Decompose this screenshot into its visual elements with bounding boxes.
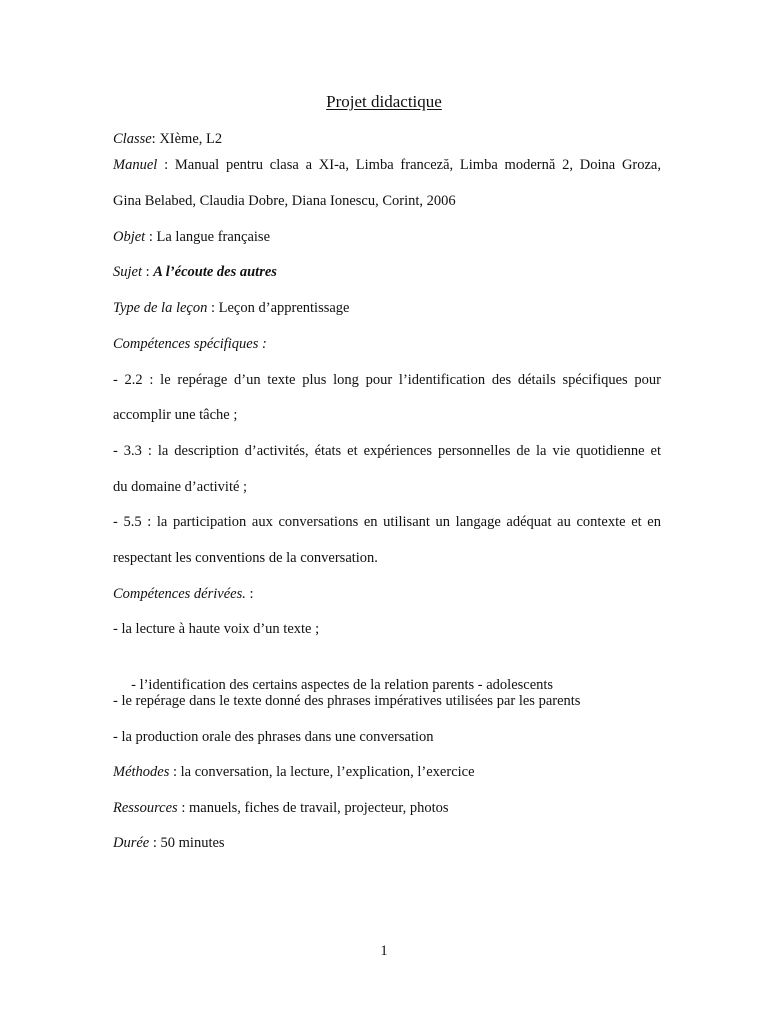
competence-5-5-line-2 xyxy=(113,548,661,568)
competence-text: du domaine d’activité ; xyxy=(113,479,248,495)
competences-specifiques-heading xyxy=(113,334,661,354)
derived-competence-item xyxy=(113,727,661,747)
classe-label: Classe xyxy=(113,131,152,147)
manuel-line-1 xyxy=(113,155,661,175)
page-number: 1 xyxy=(380,943,388,959)
competences-specifiques-label: Compétences spécifiques : xyxy=(113,336,267,352)
methodes-line xyxy=(113,762,661,782)
classe-line xyxy=(113,129,661,149)
objet-label: Objet xyxy=(113,229,146,245)
competence-text: respectant les conventions de la conversation. xyxy=(113,550,378,566)
title-text: Projet didactique xyxy=(326,92,442,111)
derived-competence-text: - le repérage dans le texte donné des phrases impératives utilisées par les parents xyxy=(113,693,581,709)
classe-value: : XIème, L2 xyxy=(151,131,223,147)
type-lecon-value: : Leçon d’apprentissage xyxy=(207,300,350,316)
type-lecon-label: Type de la leçon xyxy=(113,300,208,316)
duree-label: Durée xyxy=(113,835,150,851)
competence-2-2-line-1 xyxy=(113,370,661,390)
competence-3-3-line-1 xyxy=(113,441,661,461)
derived-competence-text: - la production orale des phrases dans une conversation xyxy=(113,729,434,745)
ressources-value: : manuels, fiches de travail, projecteur, photos xyxy=(177,800,449,816)
competence-text: - 3.3 : la description d’activités, états et expériences personnelles de la vie quotidienne et xyxy=(113,443,661,459)
competence-3-3-line-2 xyxy=(113,477,661,497)
derived-competence-text: - l’identification des certains aspectes de la relation parents - adolescents xyxy=(127,677,554,693)
sujet-value: A l’écoute des autres xyxy=(153,264,277,280)
competence-2-2-line-2 xyxy=(113,405,661,425)
objet-line xyxy=(113,227,661,247)
manuel-value-line1: : Manual pentru clasa a XI-a, Limba franceză, Limba modernă 2, Doina Groza, xyxy=(157,157,661,173)
ressources-line xyxy=(113,798,661,818)
derived-competence-item xyxy=(113,691,661,711)
duree-line xyxy=(113,833,661,853)
type-lecon-line xyxy=(113,298,661,318)
sujet-line xyxy=(113,262,661,282)
competence-5-5-line-1 xyxy=(113,512,661,532)
sujet-label: Sujet xyxy=(113,264,142,280)
derived-competence-item xyxy=(113,619,661,639)
duree-value: : 50 minutes xyxy=(149,835,225,851)
manuel-value-line2: Gina Belabed, Claudia Dobre, Diana Ionescu, Corint, 2006 xyxy=(113,193,456,209)
competence-text: - 2.2 : le repérage d’un texte plus long pour l’identification des détails spécifiques pour xyxy=(113,372,661,388)
competence-text: - 5.5 : la participation aux conversations en utilisant un langage adéquat au contexte et en xyxy=(113,514,661,530)
competences-derivees-label: Compétences dérivées. xyxy=(113,586,246,602)
competence-text: accomplir une tâche ; xyxy=(113,407,238,423)
derived-competence-text: - la lecture à haute voix d’un texte ; xyxy=(113,621,320,637)
document-title xyxy=(0,91,768,113)
manuel-line-2 xyxy=(113,191,661,211)
methodes-label: Méthodes xyxy=(113,764,170,780)
competences-derivees-suffix: : xyxy=(245,586,254,602)
ressources-label: Ressources xyxy=(113,800,178,816)
competences-derivees-heading xyxy=(113,584,661,604)
objet-value: : La langue française xyxy=(145,229,271,245)
methodes-value: : la conversation, la lecture, l’explication, l’exercice xyxy=(169,764,475,780)
manuel-label: Manuel xyxy=(113,157,158,173)
sujet-separator: : xyxy=(142,264,154,280)
